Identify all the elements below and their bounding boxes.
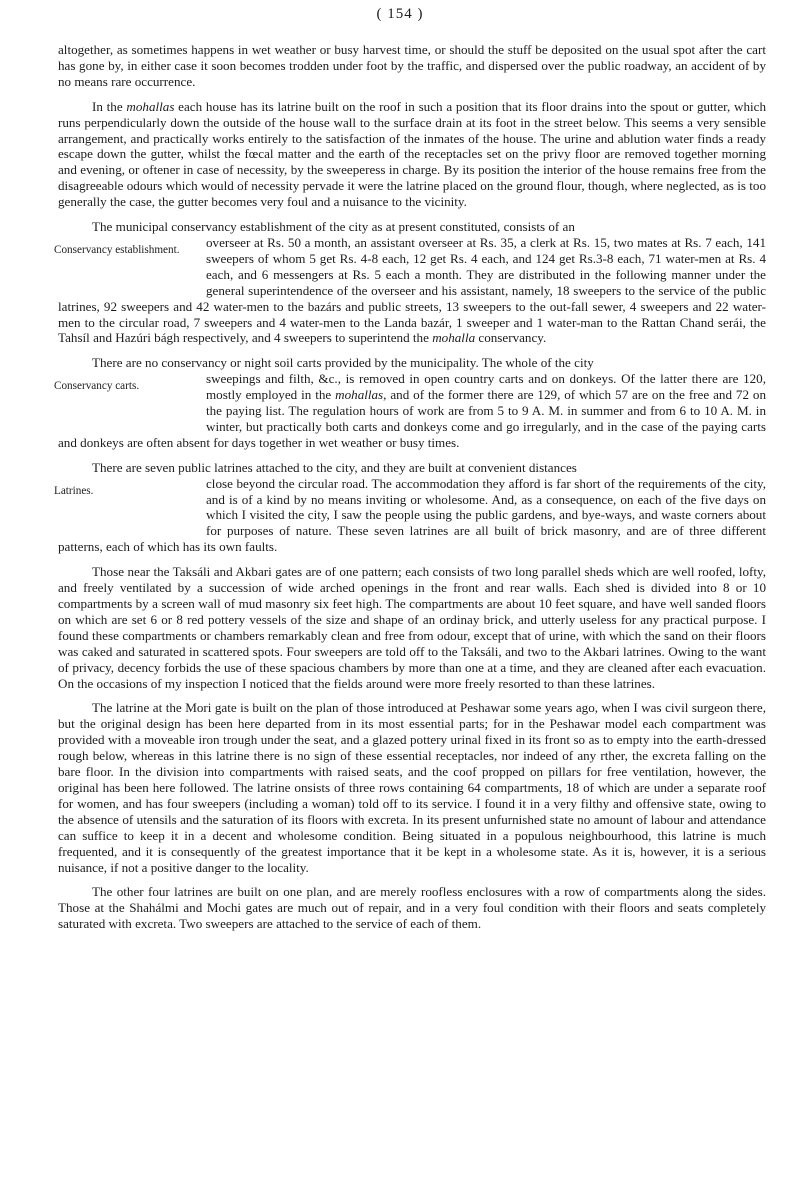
paragraph-continuation — [58, 42, 766, 90]
paragraph-conservancy-carts — [54, 355, 767, 450]
paragraph-first-line: There are seven public latrines attached to the city, and they are built at convenient distances — [92, 459, 577, 475]
paragraph-text: The latrine at the Mori gate is built on the plan of those introduced at Peshawar some years ago, when I was civil surgeon there, but the original design has been here departed from in its most essential parts; for in the Peshawar model each compartment was provided with a moveable iron trough under the seat, and a glazed pottery urinal fixed in its front so as to empty into the earth-dressed rough below, whereas in this latrine there is no sign of these essential receptacles, nor indeed of any rther, the excreta falling on the bare floor. In the division into compartments with raised seats, and the coof propped on pillars for free ventilation, however, the original has been here followed. The latrine onsists of three rows containing 64 compartments, 18 of which are under a separate roof for women, and has four sweepers (including a woman) told off to its service. I found it in a very filthy and offensive state, owing to the absence of utensils and the saturation of its floors with excreta. In its present unfurnished state no amount of labour and attendance can suffice to keep it in a decent and wholesome condition. Being situated in a populous neighbourhood, this latrine is much frequented, and it is consequently of the greatest importance that it be kept in a wholesome state. As it is, however, it is a serious nuisance, if not a positive danger to the locality. — [58, 700, 766, 875]
document-body — [54, 42, 767, 941]
paragraph-other-latrines — [58, 884, 766, 932]
paragraph-text: Those near the Taksáli and Akbari gates are of one pattern; each consists of two long parallel sheds which are well roofed, lofty, and freely ventilated by a succession of wide arched openings in the front and rear walls. Each shed is divided into 8 or 10 compartments by a screen wall of mud masonry six feet high. The compartments are about 10 feet square, and have well sanded floors on which are set 6 or 8 red pottery vessels of the size and shape of an ordinay brick, and utterly useless for any practical purpose. I found these compartments or chambers remarkably clean and free from odour, except that of urine, with which the sand on their floors was caked and saturated in scattered spots. Four sweepers are told off to the Taksáli, and two to the Akbari latrines. Owing to the want of privacy, decency forbids the use of these spacious chambers by more than one at a time, and they are cleaned after each evacuation. On the occasions of my inspection I noticed that the fields around were more freely resorted to than these latrines. — [58, 564, 766, 691]
margin-note: Conservancy establishment. — [54, 243, 180, 256]
paragraph-text-start: overseer at Rs. 50 a month, an assistant overseer at Rs. 35, a clerk at Rs. 15, two mates at Rs. 7 each, 141 sweepers of whom 5 get Rs. 4-8 each, 12 get Rs. 4 each, and 124 get Rs.3-8 each, 71 water-men at Rs. 4 each, and 6 messengers at Rs. 5 each a month. They are distributed in the following manner under the general superintendence of the overseer and his assistant, namely, 18 sweepers to the service of the public latrines, 92 sweepers and 42 water-men to the bazárs and public streets, 13 sweepers to the out-fall sewer, 4 sweepers and 22 water-men to the circular road, 7 sweepers and 4 water-men to the Landa bazár, 1 sweeper and 1 water-man to the Rattan Chand serái, the Tahsíl and Hazúri bágh respectively, and 4 sweepers to superintend the — [58, 234, 766, 346]
paragraph-text: close beyond the circular road. The accommodation they afford is far short of the requirements of the city, and is of a kind by no means inviting or wholesome. And, as a consequence, on each of the five days on which I visited the city, I saw the people using the public gardens, and bye-ways, and waste corners about for purposes of nature. These seven latrines are all built of brick masonry, and are of three different patterns, each of which has its own faults. — [58, 475, 766, 555]
paragraph-first-line: The municipal conservancy establishment of the city as at present constituted, consists of an — [92, 219, 575, 235]
paragraph-text-end: , and of the former there are 129, of which 57 are on the free and 72 on the paying list. The regulation hours of work are from 5 to 9 A. M. in summer and from 6 to 10 A. M. in winter, but practically both carts and donkeys come and go irregularly, and in the case of the paying carts and donkeys are often absent for days together in wet weather or busy times. — [58, 387, 767, 450]
paragraph-text-end: each house has its latrine built on the roof in such a position that its floor drains into the spout or gutter, which runs perpendicularly down the outside of the house wall to the surface drain at its foot in the street below. This seems a very sensible arrangement, and practically works entirely to the satisfaction of the inmates of the house. The urine and ablution water finds a ready escape down the gutter, whilst the fœcal matter and the earth of the receptacles set on the privy floor are removed together morning and evening, or oftener in case of necessity, by the sweeperess in charge. By its position the interior of the house remains free from the disagreeable odours which would of necessity pervade it were the latrine placed on the ground flour, though, where neglected, as is too generally the case, the gutter becomes very foul and a nuisance to the vicinity. — [58, 98, 766, 210]
paragraph-text: The other four latrines are built on one plan, and are merely roofless enclosures with a row of compartments along the sides. Those at the Shahálmi and Mochi gates are much out of repair, and in a very foul condition with their floors and seats completely saturated with excreta. Two sweepers are attached to the service of each of them. — [58, 884, 766, 932]
paragraph-mori-gate — [58, 700, 766, 875]
paragraph-text-start: In the — [92, 98, 127, 114]
paragraph-latrines — [54, 459, 766, 555]
emphasis-term: mohallas — [126, 98, 175, 114]
page-number: ( 154 ) — [376, 6, 424, 22]
paragraph-mohalla-latrines — [58, 99, 766, 210]
margin-note: Latrines. — [54, 484, 94, 497]
paragraph-text: altogether, as sometimes happens in wet weather or busy harvest time, or should the stuff be deposited on the usual spot after the cart has gone by, in either case it soon becomes trodden under foot by the traffic, and dispersed over the public roadway, an accident of by no means rare occurrence. — [58, 42, 766, 89]
emphasis-term: mohalla — [432, 330, 476, 346]
paragraph-first-line: There are no conservancy or night soil carts provided by the municipality. The whole of the city — [92, 355, 594, 371]
paragraph-taksali-akbari — [58, 564, 766, 691]
paragraph-text-end: conservancy. — [475, 330, 547, 346]
margin-note: Conservancy carts. — [54, 380, 140, 393]
paragraph-conservancy-establishment — [54, 219, 766, 346]
emphasis-term: mohallas — [335, 387, 384, 403]
paragraph-text-start: sweepings and filth, &c., is removed in open country carts and on donkeys. Of the latter there are 120, mostly employed in the — [206, 371, 766, 403]
